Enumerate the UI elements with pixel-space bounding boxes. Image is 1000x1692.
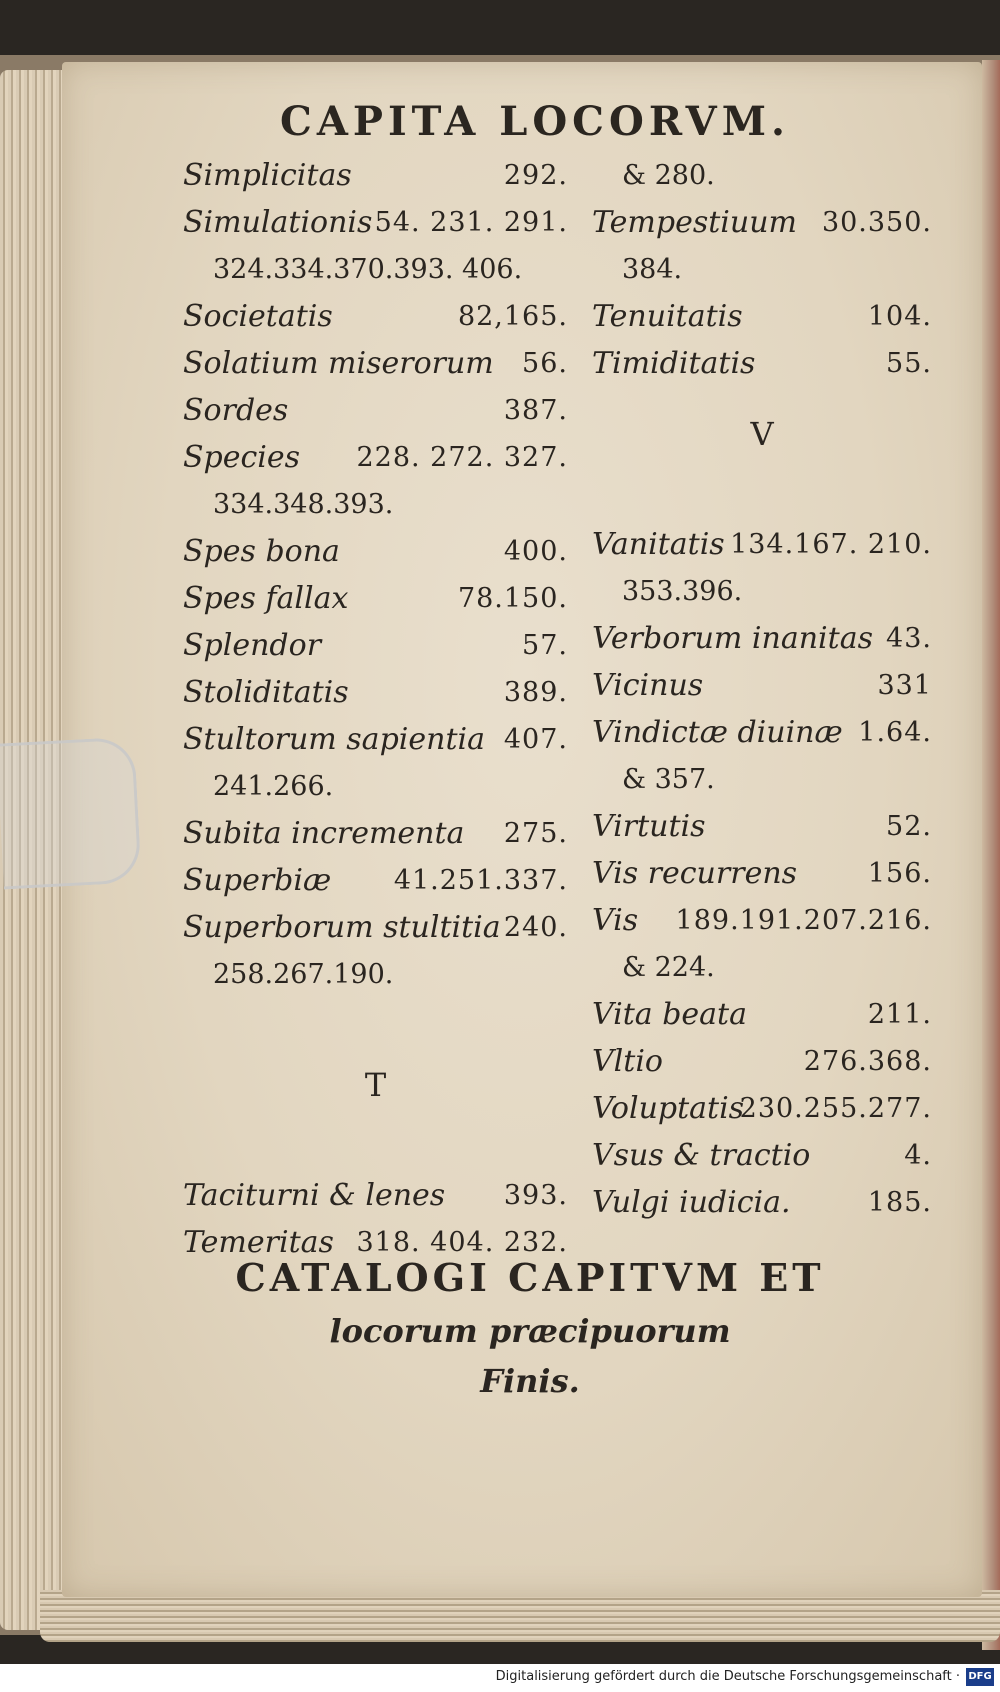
index-entry bbox=[183, 152, 568, 199]
page-references: 275. bbox=[503, 818, 568, 849]
index-term: Simulationis bbox=[183, 205, 373, 240]
index-entry bbox=[592, 199, 932, 246]
page-references: 240. bbox=[503, 912, 568, 943]
page-references-continued: & 280. bbox=[622, 160, 715, 191]
page-references: 393. bbox=[503, 1180, 568, 1211]
index-term: Vicinus bbox=[592, 668, 704, 703]
index-entry bbox=[592, 897, 932, 944]
index-term: Taciturni & lenes bbox=[183, 1178, 446, 1213]
colophon-line-1: CATALOGI CAPITVM ET bbox=[235, 1255, 825, 1300]
colophon-line-2: locorum præcipuorum bbox=[329, 1312, 731, 1350]
page-references: 82,165. bbox=[457, 301, 568, 332]
page-references: 54. 231. 291. bbox=[374, 207, 568, 238]
page-references-continued: 258.267.190. bbox=[213, 959, 394, 990]
index-term: Tenuitatis bbox=[592, 299, 743, 334]
dfg-logo: DFG bbox=[966, 1668, 994, 1686]
index-term: Vis bbox=[592, 903, 639, 938]
footer-bar bbox=[0, 1664, 1000, 1692]
index-term: Stoliditatis bbox=[183, 675, 349, 710]
index-entry bbox=[592, 803, 932, 850]
page-references: 156. bbox=[867, 858, 932, 889]
page-references-continued: 241.266. bbox=[213, 771, 334, 802]
section-letter: T bbox=[364, 1066, 387, 1104]
page-references: 56. bbox=[522, 348, 568, 379]
index-term: Spes fallax bbox=[183, 581, 349, 616]
page-references: 400. bbox=[503, 536, 568, 567]
page-references-continued: & 357. bbox=[622, 764, 715, 795]
index-column-left bbox=[183, 152, 568, 1266]
page-references: 185. bbox=[867, 1187, 932, 1218]
page-references: 211. bbox=[867, 999, 932, 1030]
page-references-continued: 324.334.370.393. 406. bbox=[213, 254, 523, 285]
index-entry bbox=[592, 615, 932, 662]
page-references: 407. bbox=[503, 724, 568, 755]
page-references: 41.251.337. bbox=[393, 865, 568, 896]
page-references: 104. bbox=[867, 301, 932, 332]
page-references: 318. 404. 232. bbox=[356, 1227, 568, 1258]
index-entry bbox=[183, 293, 568, 340]
page-references: 43. bbox=[886, 623, 932, 654]
page-edge-right bbox=[982, 60, 1000, 1650]
index-column-right bbox=[592, 152, 932, 1226]
spacer bbox=[592, 481, 932, 521]
index-term: Vltio bbox=[592, 1044, 663, 1079]
page-references: 389. bbox=[503, 677, 568, 708]
index-term: Stultorum sapientia bbox=[183, 722, 485, 757]
page-references: 230.255.277. bbox=[739, 1093, 932, 1124]
page-references: 1.64. bbox=[858, 717, 932, 748]
colophon-line-3: Finis. bbox=[480, 1362, 580, 1400]
index-term: Vsus & tractio bbox=[592, 1138, 811, 1173]
index-term: Spes bona bbox=[183, 534, 340, 569]
index-term: Subita incrementa bbox=[183, 816, 465, 851]
page-references: 30.350. bbox=[821, 207, 932, 238]
index-term: Superbiæ bbox=[183, 863, 332, 898]
page-references: 4. bbox=[904, 1140, 932, 1171]
spacer bbox=[183, 998, 568, 1038]
index-entry bbox=[183, 857, 568, 904]
index-term: Sordes bbox=[183, 393, 289, 428]
page-references: 276.368. bbox=[803, 1046, 932, 1077]
index-entry bbox=[183, 622, 568, 669]
page-references: 52. bbox=[886, 811, 932, 842]
index-term: Tempestiuum bbox=[592, 205, 797, 240]
page-stack-bottom bbox=[40, 1590, 1000, 1642]
page-references: 57. bbox=[522, 630, 568, 661]
section-letter: V bbox=[750, 415, 774, 453]
index-term: Vulgi iudicia. bbox=[592, 1185, 791, 1220]
index-term: Superborum stultitia bbox=[183, 910, 501, 945]
page-references-continued: 334.348.393. bbox=[213, 489, 394, 520]
index-term: Timiditatis bbox=[592, 346, 756, 381]
index-entry bbox=[592, 662, 932, 709]
running-head: CAPITA LOCORVM. bbox=[280, 98, 790, 145]
index-entry bbox=[592, 1038, 932, 1085]
index-term: Vindictæ diuinæ bbox=[592, 715, 843, 750]
index-entry bbox=[183, 669, 568, 716]
index-entry bbox=[183, 434, 568, 481]
page-references: 331 bbox=[877, 670, 932, 701]
index-term: Vis recurrens bbox=[592, 856, 798, 891]
index-entry bbox=[183, 387, 568, 434]
index-term: Voluptatis bbox=[592, 1091, 745, 1126]
index-entry bbox=[592, 293, 932, 340]
page-references-continued: & 224. bbox=[622, 952, 715, 983]
page-clip bbox=[0, 736, 142, 889]
page-references: 292. bbox=[503, 160, 568, 191]
index-entry bbox=[183, 528, 568, 575]
index-term: Societatis bbox=[183, 299, 333, 334]
funding-notice: Digitalisierung gefördert durch die Deutsche Forschungsgemeinschaft · bbox=[495, 1669, 960, 1684]
page-references: 78.150. bbox=[457, 583, 568, 614]
index-entry bbox=[592, 1179, 932, 1226]
index-term: Simplicitas bbox=[183, 158, 352, 193]
page-references: 189.191.207.216. bbox=[675, 905, 932, 936]
index-entry bbox=[592, 1132, 932, 1179]
index-term: Vita beata bbox=[592, 997, 747, 1032]
index-term: Verborum inanitas bbox=[592, 621, 873, 656]
index-entry bbox=[592, 1085, 932, 1132]
page-references: 387. bbox=[503, 395, 568, 426]
index-entry bbox=[183, 716, 568, 763]
index-entry bbox=[592, 340, 932, 387]
index-entry bbox=[183, 575, 568, 622]
index-term: Virtutis bbox=[592, 809, 706, 844]
index-entry bbox=[183, 904, 568, 951]
index-term: Species bbox=[183, 440, 301, 475]
page-references-continued: 384. bbox=[622, 254, 683, 285]
page-references-continued: 353.396. bbox=[622, 576, 743, 607]
page-references: 55. bbox=[886, 348, 932, 379]
index-entry bbox=[183, 340, 568, 387]
page-references: 228. 272. 327. bbox=[356, 442, 568, 473]
index-entry bbox=[183, 810, 568, 857]
index-entry bbox=[183, 199, 568, 246]
index-term: Splendor bbox=[183, 628, 322, 663]
index-entry bbox=[592, 850, 932, 897]
index-term: Vanitatis bbox=[592, 527, 725, 562]
colophon bbox=[230, 1250, 830, 1406]
spacer bbox=[183, 1132, 568, 1172]
index-term: Solatium miserorum bbox=[183, 346, 494, 381]
page-references: 134.167. 210. bbox=[730, 529, 932, 560]
index-entry bbox=[592, 709, 932, 756]
index-term: Temeritas bbox=[183, 1225, 334, 1260]
index-entry bbox=[183, 1172, 568, 1219]
index-entry bbox=[592, 991, 932, 1038]
index-entry bbox=[592, 521, 932, 568]
